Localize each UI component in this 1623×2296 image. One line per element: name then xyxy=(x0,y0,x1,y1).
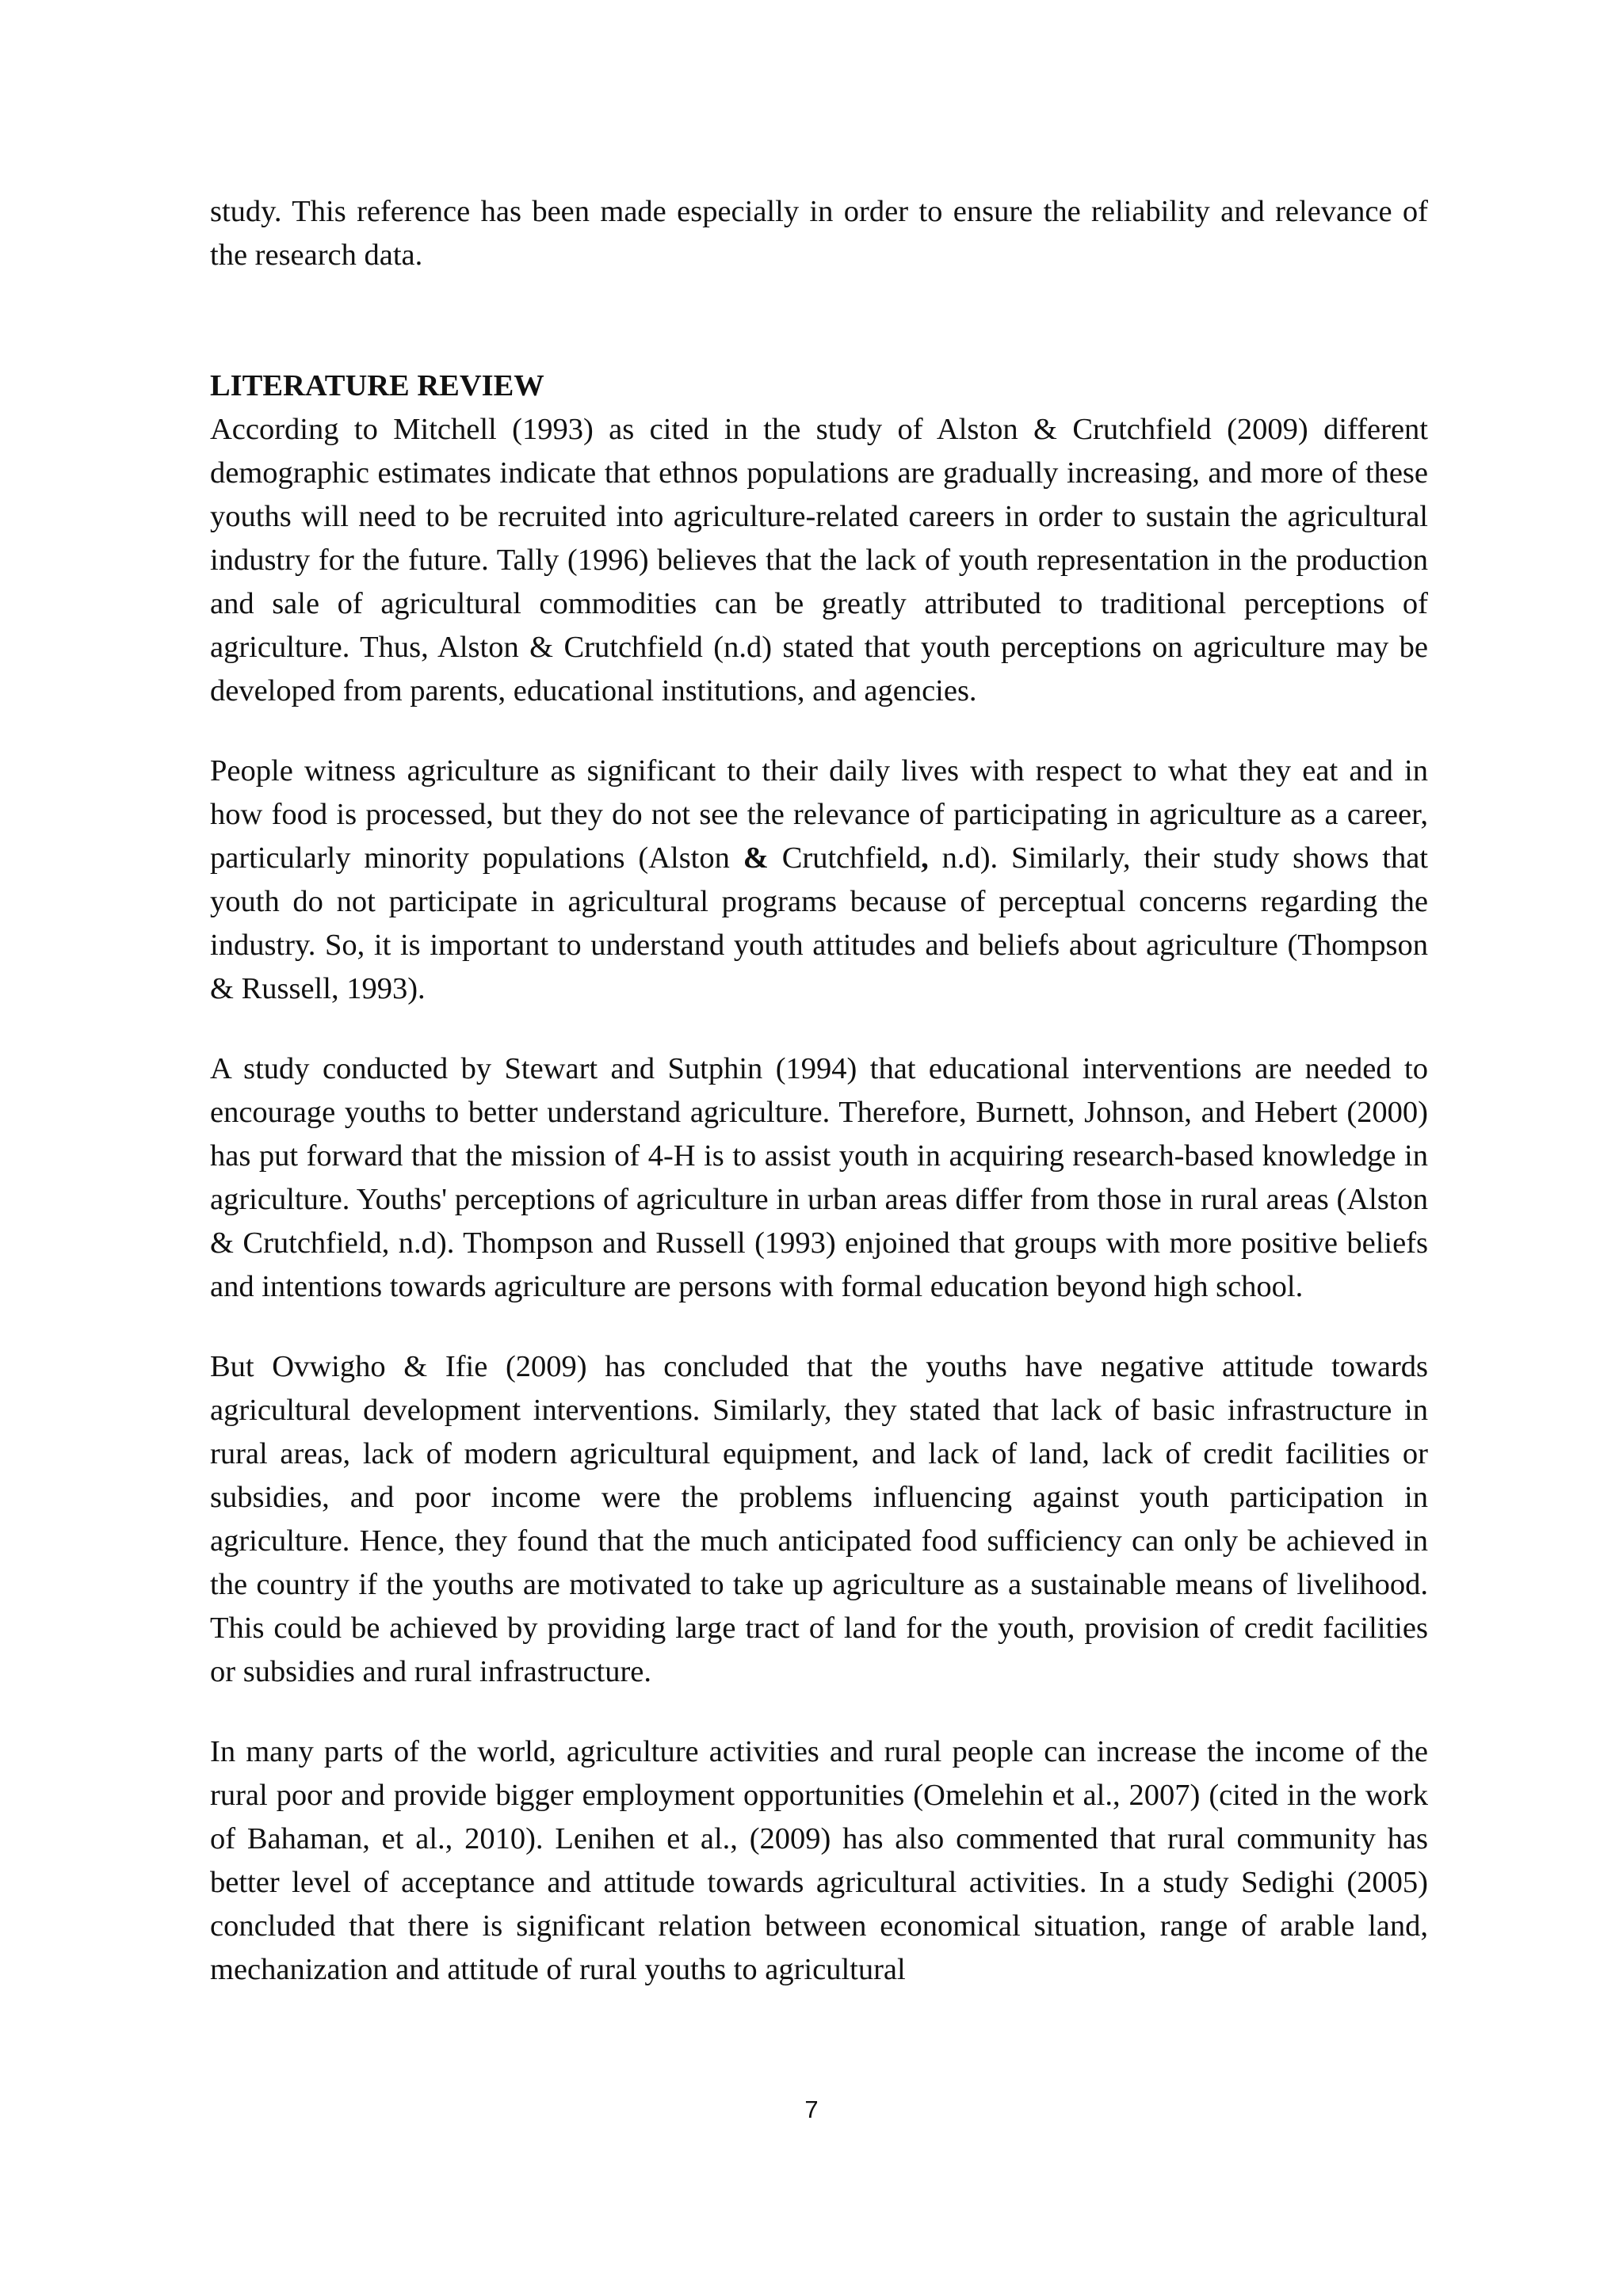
paragraph-4: But Ovwigho & Ifie (2009) has concluded that the youths have negative attitude towards agricultural development interventions. Similarly, they stated that lack of basic infrastructure in rural areas, lack of modern agricultural equipment, and lack of land, lack of credit facilities or subsidies, and poor income were the problems influencing against youth participation in agriculture. Hence, they found that the much anticipated food sufficiency can only be achieved in the country if the youths are motivated to take up agriculture as a sustainable means of livelihood. This could be achieved by providing large tract of land for the youth, provision of credit facilities or subsidies and rural infrastructure. xyxy=(210,1350,1428,1688)
paragraph-2-ampersand: & xyxy=(743,841,769,875)
paragraph-2-part-2: Crutchfield xyxy=(768,841,922,875)
section-heading: LITERATURE REVIEW xyxy=(210,369,544,402)
paragraph-2-part-1: People witness agriculture as significant to their daily lives with respect to what they eat and in how food is processed, but they do not see the relevance of participating in agriculture as a career, particularly minority populations (Alston xyxy=(210,754,1428,875)
page-number: 7 xyxy=(804,2096,819,2123)
paragraph-5: In many parts of the world, agriculture activities and rural people can increase the income of the rural poor and provide bigger employment opportunities (Omelehin et al., 2007) (cited in the work of Bahaman, et al., 2010). Lenihen et al., (2009) has also commented that rural community has better level of acceptance and attitude towards agricultural activities. In a study Sedighi (2005) concluded that there is significant relation between economical situation, range of arable land, mechanization and attitude of rural youths to agricultural xyxy=(210,1735,1428,1986)
paragraph-2-comma: , xyxy=(921,841,929,875)
intro-paragraph: study. This reference has been made especially in order to ensure the reliability and relevance of the research data. xyxy=(210,195,1428,272)
document-page xyxy=(210,190,1428,1992)
paragraph-3: A study conducted by Stewart and Sutphin (1994) that educational interventions are needed to encourage youths to better understand agriculture. Therefore, Burnett, Johnson, and Hebert (2000) has put forward that the mission of 4-H is to assist youth in acquiring research-based knowledge in agriculture. Youths' perceptions of agriculture in urban areas differ from those in rural areas (Alston & Crutchfield, n.d). Thompson and Russell (1993) enjoined that groups with more positive beliefs and intentions towards agriculture are persons with formal education beyond high school. xyxy=(210,1052,1428,1303)
paragraph-2-part-3: n.d). Similarly, their study shows that youth do not participate in agricultural programs because of perceptual concerns regarding the industry. So, it is important to understand youth attitudes and beliefs about agriculture (Thompson & Russell, 1993). xyxy=(210,841,1429,1005)
paragraph-1: According to Mitchell (1993) as cited in the study of Alston & Crutchfield (2009) different demographic estimates indicate that ethnos populations are gradually increasing, and more of these youths will need to be recruited into agriculture-related careers in order to sustain the agricultural industry for the future. Tally (1996) believes that the lack of youth representation in the production and sale of agricultural commodities can be greatly attributed to traditional perceptions of agriculture. Thus, Alston & Crutchfield (n.d) stated that youth perceptions on agriculture may be developed from parents, educational institutions, and agencies. xyxy=(210,413,1428,707)
paragraph-2 xyxy=(210,749,1428,1011)
